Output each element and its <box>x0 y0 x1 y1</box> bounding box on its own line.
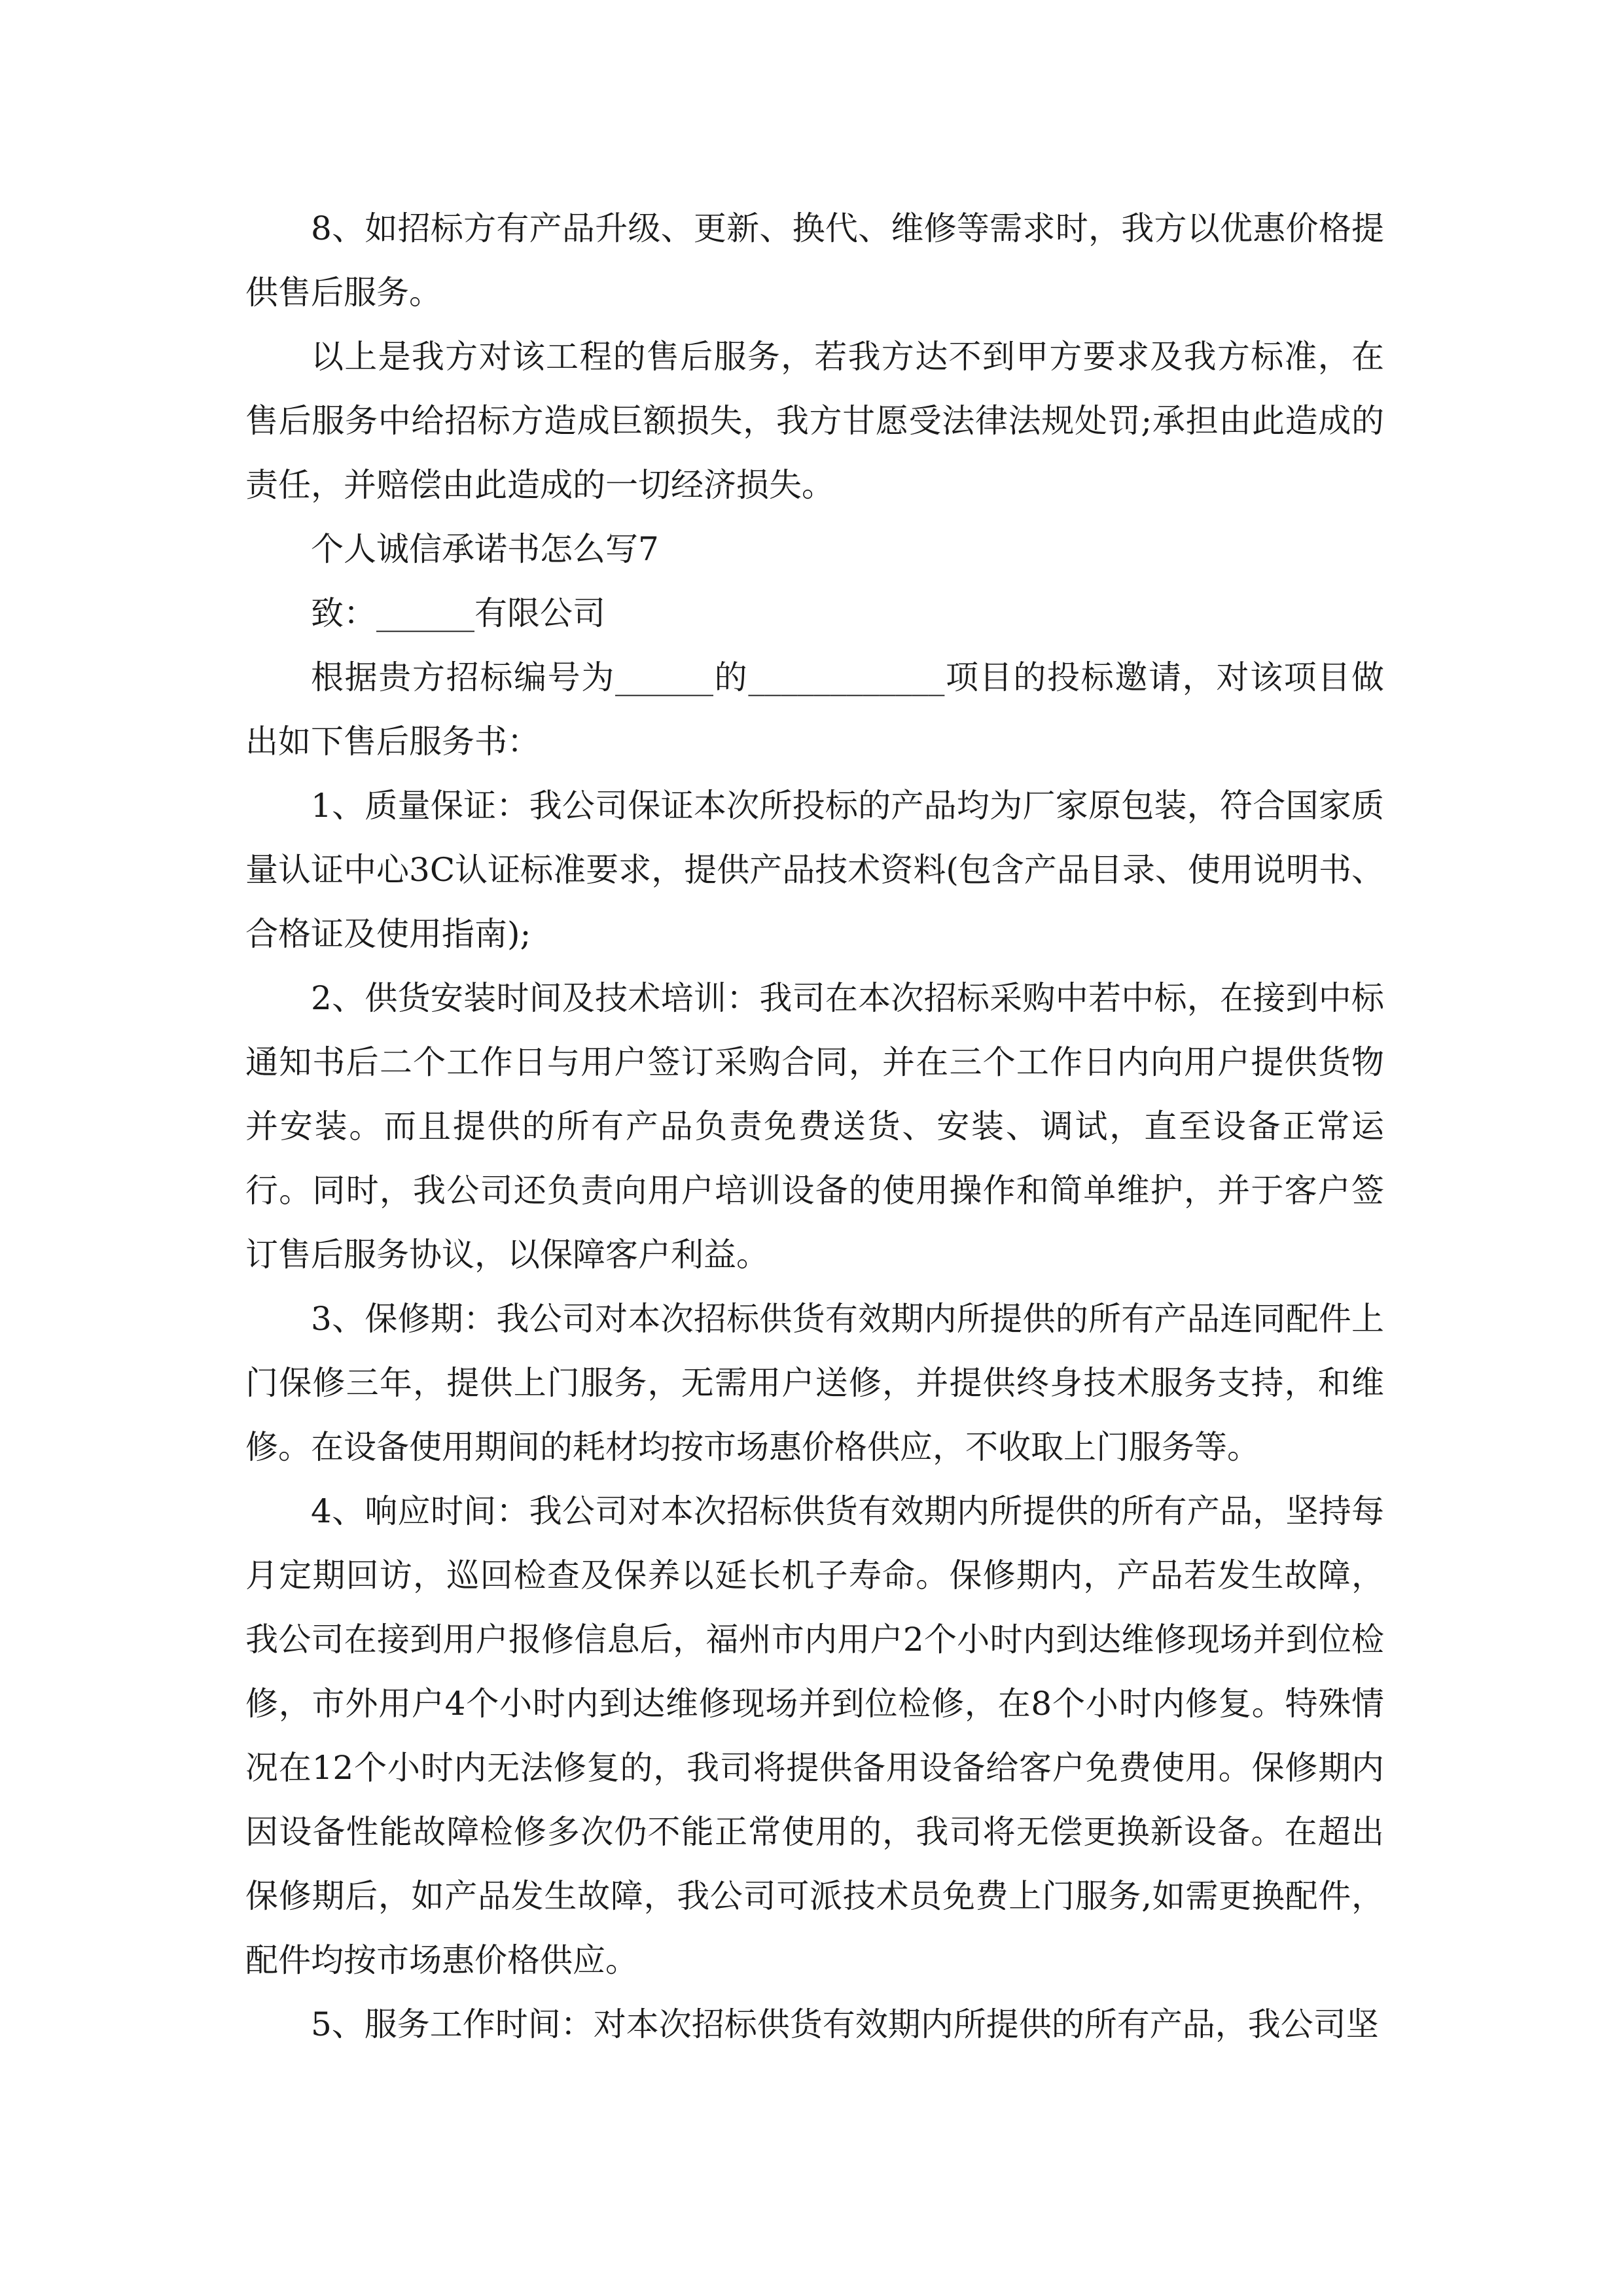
paragraph-quality-guarantee: 1、质量保证：我公司保证本次所投标的产品均为厂家原包装，符合国家质量认证中心3C认证标准要求，提供产品技术资料(包含产品目录、使用说明书、合格证及使用指南); <box>245 787 1384 953</box>
paragraph-warranty-period: 3、保修期：我公司对本次招标供货有效期内所提供的所有产品连同配件上门保修三年，提供上门服务，无需用户送修，并提供终身技术服务支持，和维修。在设备使用期间的耗材均按市场惠价格供应，不收取上门服务等。 <box>245 1300 1384 1466</box>
paragraph-upgrade-service: 8、如招标方有产品升级、更新、换代、维修等需求时，我方以优惠价格提供售后服务。 <box>245 209 1384 312</box>
paragraph-introduction: 根据贵方招标编号为______的____________项目的投标邀请，对该项目做出如下售后服务书： <box>245 658 1384 761</box>
paragraph-response-time: 4、响应时间：我公司对本次招标供货有效期内所提供的所有产品，坚持每月定期回访，巡回检查及保养以延长机子寿命。保修期内，产品若发生故障，我公司在接到用户报修信息后，福州市内用户2个小时内到达维修现场并到位检修，市外用户4个小时内到达维修现场并到位检修，在8个小时内修复。特殊情况在12个小时内无法修复的，我司将提供备用设备给客户免费使用。保修期内因设备性能故障检修多次仍不能正常使用的，我司将无偿更换新设备。在超出保修期后，如产品发生故障，我公司可派技术员免费上门服务,如需更换配件，配件均按市场惠价格供应。 <box>245 1492 1384 1979</box>
recipient-line: 致：______有限公司 <box>311 594 605 632</box>
paragraph-service-hours: 5、服务工作时间：对本次招标供货有效期内所提供的所有产品，我公司坚 <box>311 2005 1379 2043</box>
document-body <box>245 196 1384 2056</box>
paragraph-delivery-training: 2、供货安装时间及技术培训：我司在本次招标采购中若中标，在接到中标通知书后二个工作日与用户签订采购合同，并在三个工作日内向用户提供货物并安装。而且提供的所有产品负责免费送货、安装、调试，直至设备正常运行。同时，我公司还负责向用户培训设备的使用操作和简单维护，并于客户签订售后服务协议，以保障客户利益。 <box>245 979 1384 1274</box>
section-heading: 个人诚信承诺书怎么写7 <box>311 530 659 568</box>
paragraph-liability-statement: 以上是我方对该工程的售后服务，若我方达不到甲方要求及我方标准，在售后服务中给招标方造成巨额损失，我方甘愿受法律法规处罚;承担由此造成的责任，并赔偿由此造成的一切经济损失。 <box>245 338 1384 504</box>
